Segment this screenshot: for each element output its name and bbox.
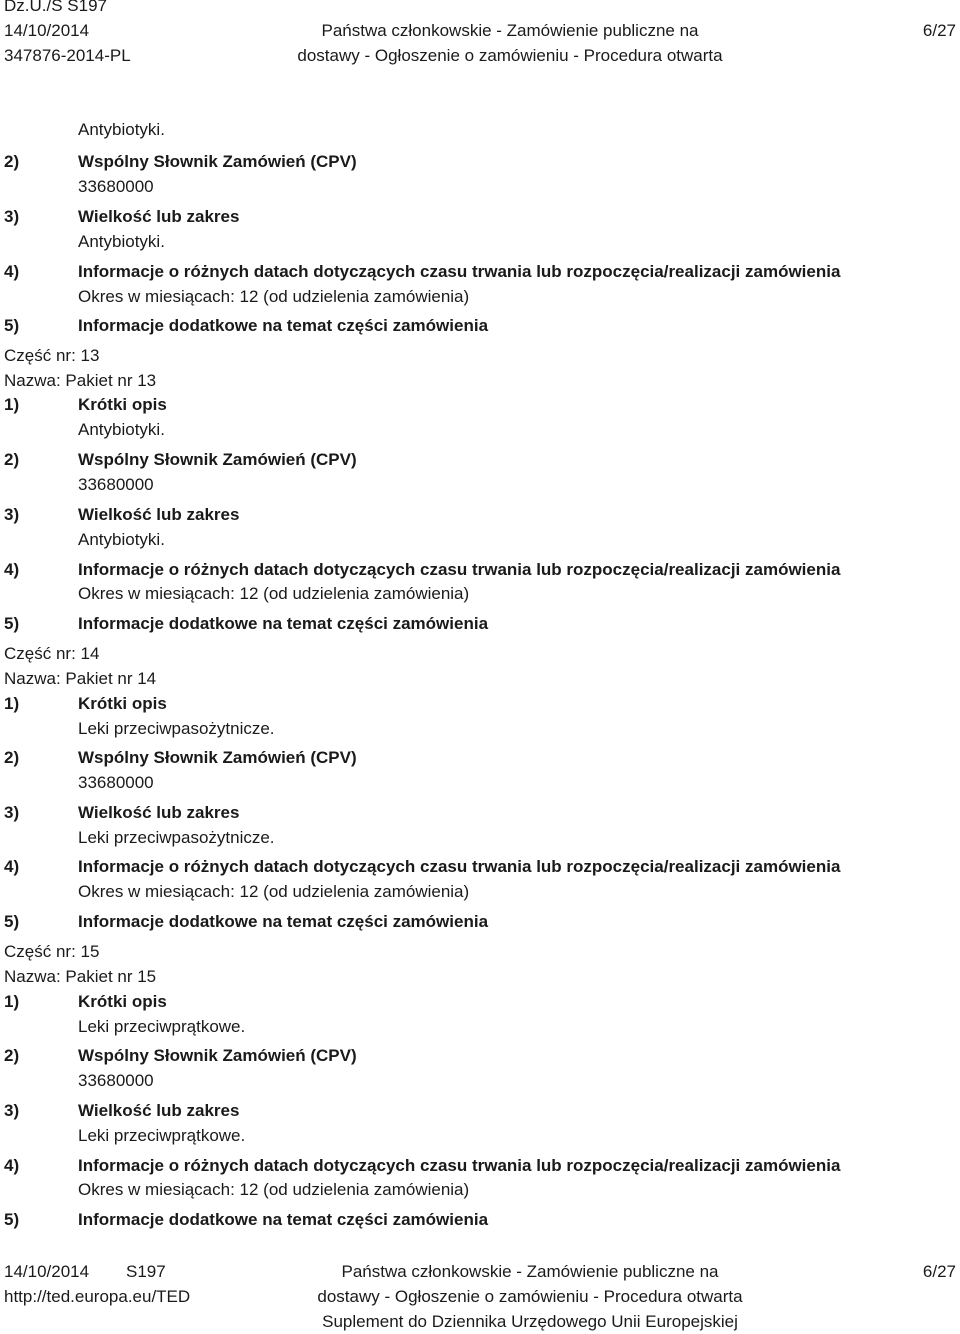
header-page-number: 6/27 — [922, 21, 956, 40]
part-14-name: Nazwa: Pakiet nr 14 — [4, 669, 157, 688]
footer-title-line1: Państwa członkowskie - Zamówienie publiczne na — [341, 1262, 719, 1281]
part-14-dates-heading: 4) Informacje o różnych datach dotyczących czasu trwania lub rozpoczęcia/realizacji zamówienia — [4, 857, 841, 876]
part-13-zakres: Antybiotyki. — [78, 530, 165, 549]
part-15-name: Nazwa: Pakiet nr 15 — [4, 967, 157, 986]
part-14-opis-heading: 1) Krótki opis — [4, 694, 167, 713]
part-13-opis: Antybiotyki. — [78, 420, 165, 439]
part-13-opis-heading: 1) Krótki opis — [4, 395, 167, 414]
footer-title-line2: dostawy - Ogłoszenie o zamówieniu - Procedura otwarta — [317, 1287, 743, 1306]
header-date: 14/10/2014 — [4, 21, 90, 40]
part-15-zakres-heading: 3) Wielkość lub zakres — [4, 1101, 240, 1120]
part-15-cpv-code: 33680000 — [78, 1071, 154, 1090]
part-14-cpv-heading: 2) Wspólny Słownik Zamówień (CPV) — [4, 748, 357, 767]
part-13-name: Nazwa: Pakiet nr 13 — [4, 371, 157, 390]
continuation-zakres-heading: 3) Wielkość lub zakres — [4, 207, 240, 226]
part-15-zakres: Leki przeciwprątkowe. — [78, 1126, 246, 1145]
continuation-cpv-code: 33680000 — [78, 177, 154, 196]
continuation-opis: Antybiotyki. — [78, 120, 165, 139]
part-15-opis-heading: 1) Krótki opis — [4, 992, 167, 1011]
part-13-cpv-heading: 2) Wspólny Słownik Zamówień (CPV) — [4, 450, 357, 469]
part-14-okres: Okres w miesiącach: 12 (od udzielenia zamówienia) — [78, 882, 470, 901]
part-15-number: Część nr: 15 — [4, 942, 100, 961]
document-id: 347876-2014-PL — [4, 46, 131, 65]
continuation-cpv-heading: 2) Wspólny Słownik Zamówień (CPV) — [4, 152, 357, 171]
part-14-number: Część nr: 14 — [4, 644, 100, 663]
part-14-opis: Leki przeciwpasożytnicze. — [78, 719, 275, 738]
part-13-zakres-heading: 3) Wielkość lub zakres — [4, 505, 240, 524]
part-14-cpv-code: 33680000 — [78, 773, 154, 792]
part-15-okres: Okres w miesiącach: 12 (od udzielenia zamówienia) — [78, 1180, 470, 1199]
part-13-okres: Okres w miesiącach: 12 (od udzielenia zamówienia) — [78, 584, 470, 603]
continuation-dates-heading: 4) Informacje o różnych datach dotyczących czasu trwania lub rozpoczęcia/realizacji zamówienia — [4, 262, 841, 281]
continuation-zakres: Antybiotyki. — [78, 232, 165, 251]
part-14-zakres: Leki przeciwpasożytnicze. — [78, 828, 275, 847]
part-13-dates-heading: 4) Informacje o różnych datach dotyczących czasu trwania lub rozpoczęcia/realizacji zamówienia — [4, 560, 841, 579]
footer-date: 14/10/2014 — [4, 1262, 90, 1281]
part-13-number: Część nr: 13 — [4, 346, 100, 365]
footer-url: http://ted.europa.eu/TED — [4, 1287, 191, 1306]
part-13-additional-heading: 5) Informacje dodatkowe na temat części zamówienia — [4, 614, 489, 633]
part-14-additional-heading: 5) Informacje dodatkowe na temat części zamówienia — [4, 912, 489, 931]
page-footer — [0, 1262, 960, 1334]
header-title-line1: Państwa członkowskie - Zamówienie publiczne na — [321, 21, 699, 40]
page-header — [0, 0, 960, 72]
part-15-opis: Leki przeciwprątkowe. — [78, 1017, 246, 1036]
part-14-zakres-heading: 3) Wielkość lub zakres — [4, 803, 240, 822]
part-15-additional-heading: 5) Informacje dodatkowe na temat części zamówienia — [4, 1210, 489, 1229]
header-title-line2: dostawy - Ogłoszenie o zamówieniu - Procedura otwarta — [297, 46, 723, 65]
part-13-cpv-code: 33680000 — [78, 475, 154, 494]
footer-series: S197 — [126, 1262, 166, 1281]
part-15-dates-heading: 4) Informacje o różnych datach dotyczących czasu trwania lub rozpoczęcia/realizacji zamówienia — [4, 1156, 841, 1175]
footer-page-number: 6/27 — [922, 1262, 956, 1281]
continuation-okres: Okres w miesiącach: 12 (od udzielenia zamówienia) — [78, 287, 470, 306]
continuation-additional-heading: 5) Informacje dodatkowe na temat części zamówienia — [4, 316, 489, 335]
part-15-cpv-heading: 2) Wspólny Słownik Zamówień (CPV) — [4, 1046, 357, 1065]
footer-title-line3: Suplement do Dziennika Urzędowego Unii Europejskiej — [322, 1312, 738, 1331]
journal-ref: Dz.U./S S197 — [4, 0, 107, 15]
